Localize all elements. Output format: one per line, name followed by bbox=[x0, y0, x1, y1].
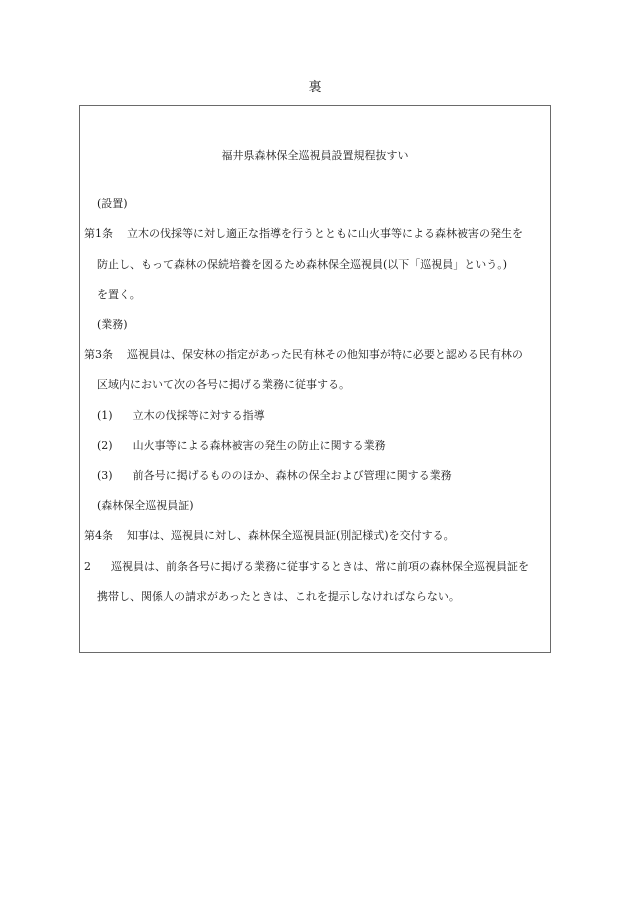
item-1 bbox=[97, 408, 265, 424]
item-2-text: 山火事等による森林被害の発生の防止に関する業務 bbox=[132, 439, 386, 452]
item-3 bbox=[97, 468, 452, 484]
item-1-number: (1) bbox=[97, 409, 113, 422]
paragraph-2-number: 2 bbox=[84, 560, 91, 573]
article-4-label: 第4条 bbox=[84, 529, 113, 542]
article-3-line-1 bbox=[84, 347, 523, 363]
item-3-text: 前各号に掲げるもののほか、森林の保全および管理に関する業務 bbox=[132, 469, 452, 482]
item-2-number: (2) bbox=[97, 439, 113, 452]
article-1-line-2: 防止し、もって森林の保続培養を図るため森林保全巡視員(以下「巡視員」という。) bbox=[97, 258, 508, 271]
article-1-line-3: を置く。 bbox=[97, 288, 141, 301]
article-3-label: 第3条 bbox=[84, 348, 113, 361]
page-heading: 裏 bbox=[308, 80, 322, 95]
article-4-paragraph-2-line-2: 携帯し、関係人の請求があったときは、これを提示しなければならない。 bbox=[97, 590, 460, 603]
article-1-label: 第1条 bbox=[84, 227, 113, 240]
article-1-text-1: 立木の伐採等に対し適正な指導を行うとともに山火事等による森林被害の発生を bbox=[127, 227, 523, 240]
paragraph-2-text-1: 巡視員は、前条各号に掲げる業務に従事するときは、常に前項の森林保全巡視員証を bbox=[111, 560, 529, 573]
article-4-paragraph-2-line-1 bbox=[84, 559, 529, 575]
duty-heading: (業務) bbox=[97, 318, 128, 331]
article-3-text-1: 巡視員は、保安林の指定があった民有林その他知事が特に必要と認める民有林の bbox=[127, 348, 523, 361]
certificate-heading: (森林保全巡視員証) bbox=[97, 499, 194, 512]
article-4-text-1: 知事は、巡視員に対し、森林保全巡視員証(別記様式)を交付する。 bbox=[127, 529, 455, 542]
item-3-number: (3) bbox=[97, 469, 113, 482]
article-3-line-2: 区域内において次の各号に掲げる業務に従事する。 bbox=[97, 378, 350, 391]
item-2 bbox=[97, 438, 386, 454]
item-1-text: 立木の伐採等に対する指導 bbox=[132, 409, 265, 422]
article-4-line-1 bbox=[84, 528, 455, 544]
setup-heading: (設置) bbox=[97, 197, 128, 210]
document-title: 福井県森林保全巡視員設置規程抜すい bbox=[221, 149, 409, 162]
article-1-line-1 bbox=[84, 226, 523, 242]
